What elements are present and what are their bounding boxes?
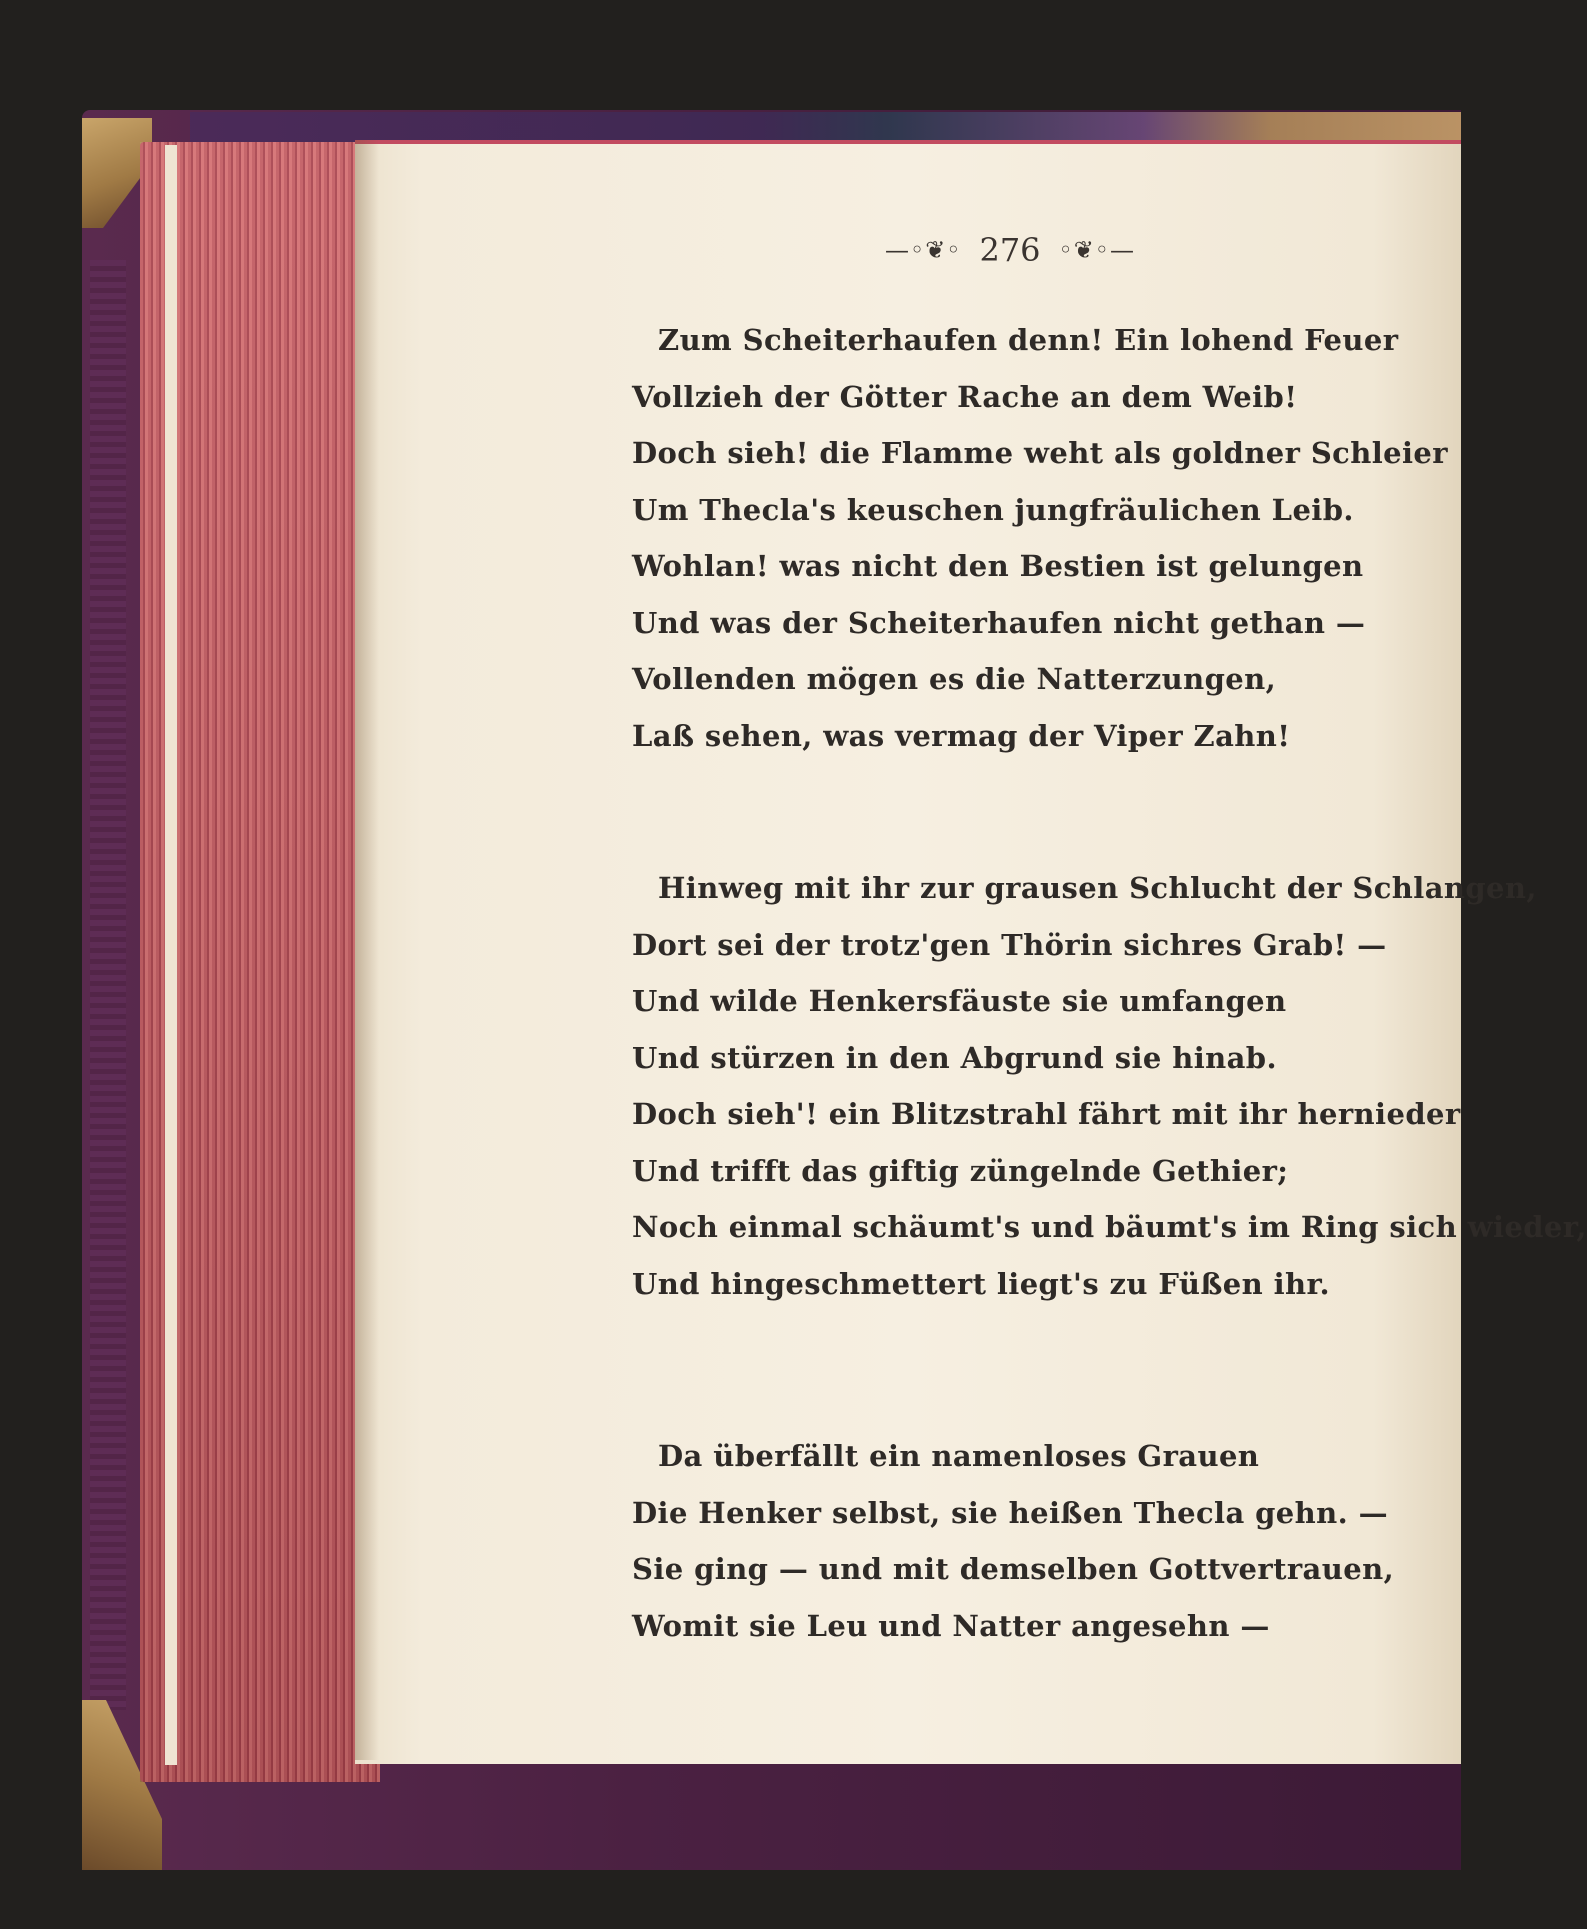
poem-line: Laß sehen, was vermag der Viper Zahn! — [632, 718, 1291, 753]
poem-line: Wohlan! was nicht den Bestien ist gelungen — [632, 549, 1364, 583]
poem-line: Um Thecla's keuschen jungfräulichen Leib. — [632, 492, 1354, 527]
poem-line: Und stürzen in den Abgrund sie hinab. — [632, 1040, 1277, 1075]
poem-line: Und trifft das giftig züngelnde Gethier; — [632, 1153, 1289, 1188]
poem-text — [632, 312, 1587, 1654]
poem-line: Und was der Scheiterhaufen nicht gethan — — [632, 605, 1366, 640]
stanza-2 — [632, 860, 1587, 1312]
ornament-right-icon: ◦❦◦— — [1058, 236, 1135, 264]
endpaper-edge — [165, 145, 177, 1765]
gutter-shadow — [355, 140, 379, 1760]
poem-line: Hinweg mit ihr zur grausen Schlucht der Schlangen, — [658, 871, 1537, 905]
stanza-1 — [632, 312, 1448, 764]
page-header — [845, 225, 1175, 275]
poem-line: Vollzieh der Götter Rache an dem Weib! — [632, 379, 1298, 414]
page-number: 276 — [979, 231, 1041, 269]
poem-line: Zum Scheiterhaufen denn! Ein lohend Feuer — [658, 323, 1399, 357]
poem-line: Da überfällt ein namenloses Grauen — [658, 1439, 1260, 1473]
poem-line: Die Henker selbst, sie heißen Thecla gehn. — — [632, 1495, 1389, 1530]
poem-line: Vollenden mögen es die Natterzungen, — [632, 662, 1277, 696]
poem-line: Und wilde Henkersfäuste sie umfangen — [632, 984, 1287, 1018]
poem-line: Dort sei der trotz'gen Thörin sichres Grab! — — [632, 927, 1387, 962]
ornament-left-icon: —◦❦◦ — [885, 236, 962, 264]
stanza-3 — [632, 1428, 1412, 1654]
poem-line: Doch sieh! die Flamme weht als goldner Schleier — [632, 436, 1448, 470]
poem-line: Doch sieh'! ein Blitzstrahl fährt mit ihr hernieder — [632, 1097, 1461, 1131]
poem-line: Womit sie Leu und Natter angesehn — — [632, 1608, 1270, 1643]
poem-line: Noch einmal schäumt's und bäumt's im Ring sich wieder, — [632, 1210, 1587, 1244]
book-spine — [90, 260, 126, 1710]
poem-line: Und hingeschmettert liegt's zu Füßen ihr. — [632, 1266, 1331, 1301]
poem-line: Sie ging — und mit demselben Gottvertrauen, — [632, 1552, 1395, 1586]
